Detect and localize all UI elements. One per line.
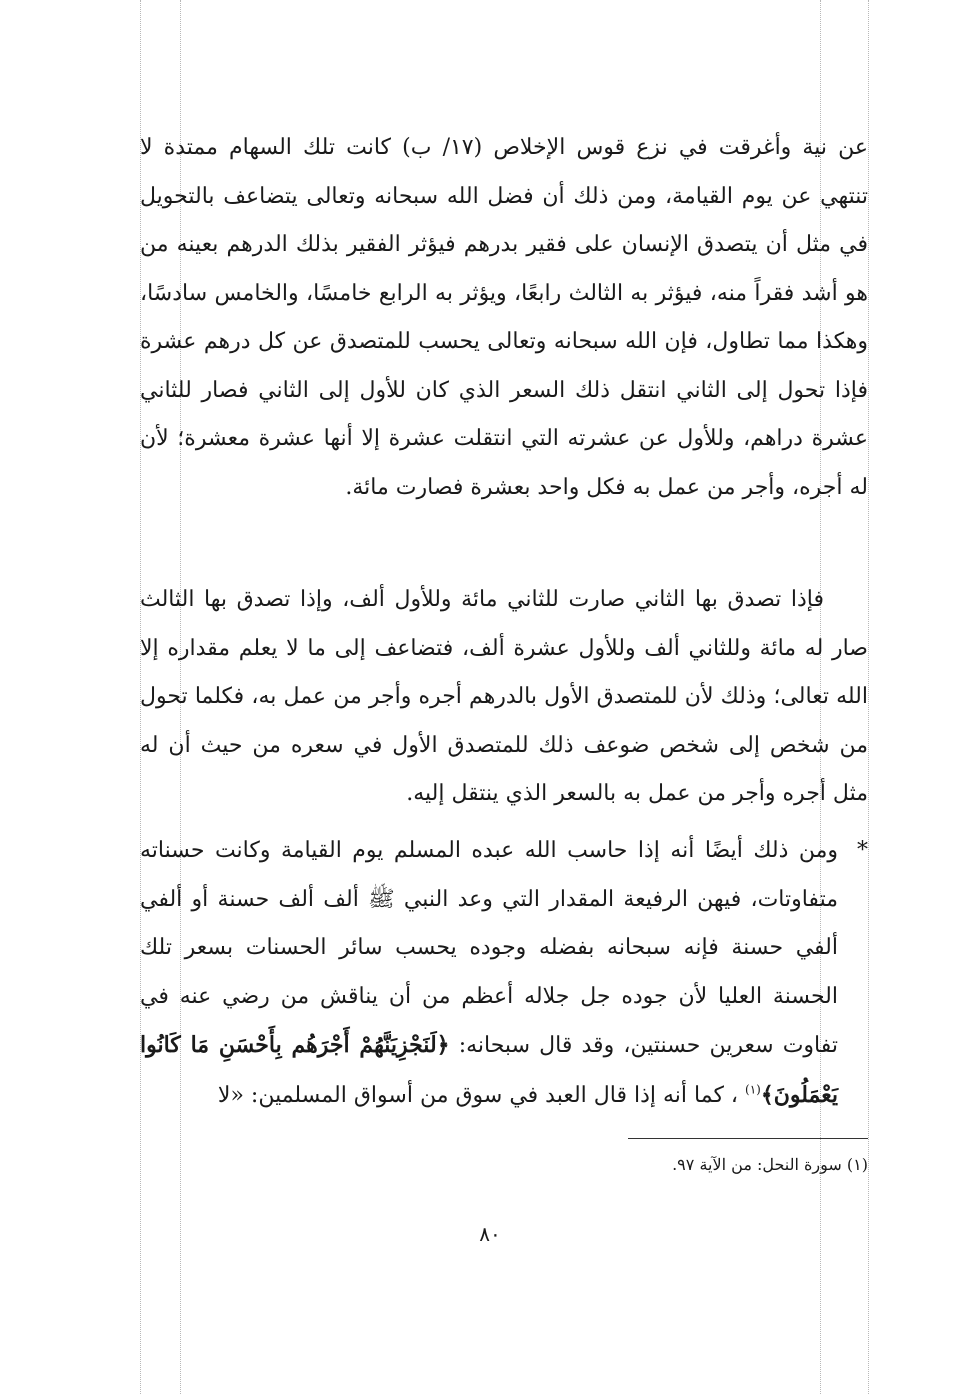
footnote: (١) سورة النحل: من الآية ٩٧.	[672, 1155, 868, 1174]
footnote-reference: (١)	[745, 1082, 761, 1097]
paragraph-2: فإذا تصدق بها الثاني صارت للثاني مائة وللأول ألف، وإذا تصدق بها الثالث صار له مائة وللثاني ألف وللأول عشرة ألف، فتضاعف إلى ما لا يعلم مقداره إلا الله تعالى؛ وذلك لأن للمتصدق الأول بالدرهم أجره وأجر من عمل به، فكلما تحول من شخص إلى شخص ضوعف ذلك للمتصدق الأول في سعره من حيث أن له مثل أجره وأجر من عمل به بالسعر الذي ينتقل إليه.	[140, 587, 868, 806]
paragraph-3-text: ومن ذلك أيضًا أنه إذا حاسب الله عبده المسلم يوم القيامة وكانت حسناته متفاوتات، فيهن الرفيعة المقدار التي وعد النبي ﷺ ألف ألف حسنة أو ألفي ألفي حسنة فإنه سبحانه بفضله وجوده يحسب سائر الحسنات بسعر تلك الحسنة العليا لأن جوده جل جلاله أعظم من أن يناقش من رضي عنه في تفاوت سعرين حسنتين، وقد قال سبحانه:	[140, 838, 838, 1058]
scan-guide-line	[868, 0, 869, 1394]
footnote-divider	[628, 1138, 868, 1139]
bullet-star-icon: *	[857, 838, 868, 863]
paragraph-3-continuation: ، كما أنه إذا قال العبد في سوق من أسواق المسلمين: «لا	[217, 1082, 739, 1108]
quran-verse: ﴿لَنَجْزِيَنَّهُمْ أَجْرَهُم بِأَحْسَنِ مَا كَانُوا يَعْمَلُونَ﴾	[140, 1032, 838, 1108]
paragraph-1: عن نية وأغرقت في نزع قوس الإخلاص (١٧/ ب) كانت تلك السهام ممتدة لا تنتهي عن يوم القيامة، ومن ذلك أن فضل الله سبحانه وتعالى يتضاعف بالتحويل في مثل أن يتصدق الإنسان على فقير بدرهم فيؤثر الفقير بذلك الدرهم بعينه من هو أشد فقراً منه، فيؤثر به الثالث رابعًا، ويؤثر به الرابع خامسًا، والخامس سادسًا، وهكذا مما تطاول، فإن الله سبحانه وتعالى يحسب للمتصدق عن كل درهم عشرة فإذا تحول إلى الثاني انتقل ذلك السعر الذي كان للأول إلى الثاني فصار للثاني عشرة دراهم، وللأول عن عشرته التي انتقلت عشرة إلا أنها عشرة معشرة؛ لأن له أجره، وأجر من عمل به فكل واحد بعشرة فصارت مائة.	[140, 135, 868, 500]
paragraph-3	[140, 827, 868, 1120]
page-number: ٨٠	[479, 1222, 501, 1246]
